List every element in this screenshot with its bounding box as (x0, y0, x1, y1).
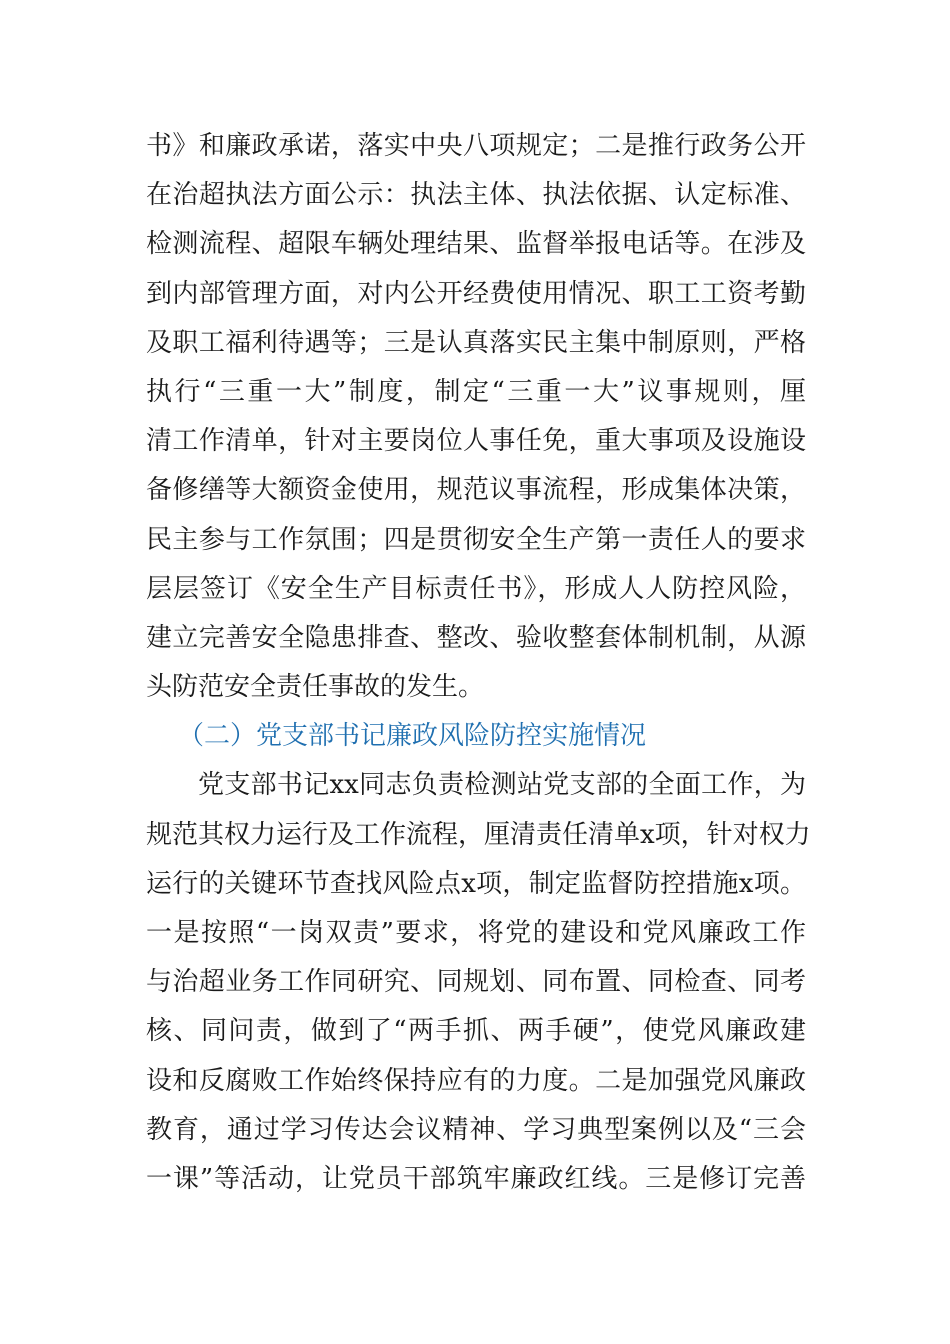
text-line: 建立完善安全隐患排查、整改、验收整套体制机制，从源 (146, 622, 806, 653)
text-line: 一课”等活动，让党员干部筑牢廉政红线。三是修订完善 (146, 1163, 806, 1194)
text-line: 设和反腐败工作始终保持应有的力度。二是加强党风廉政 (146, 1065, 806, 1096)
text-line: 清工作清单，针对主要岗位人事任免，重大事项及设施设 (146, 426, 806, 457)
text-line: 层层签订《安全生产目标责任书》，形成人人防控风险， (146, 573, 806, 604)
text-line: 教育，通过学习传达会议精神、学习典型案例以及“三会 (146, 1114, 806, 1145)
text-line: 到内部管理方面，对内公开经费使用情况、职工工资考勤 (146, 278, 806, 309)
text-line: 及职工福利待遇等；三是认真落实民主集中制原则，严格 (146, 327, 806, 358)
text-line: 检测流程、超限车辆处理结果、监督举报电话等。在涉及 (146, 229, 806, 260)
text-line: 在治超执法方面公示：执法主体、执法依据、认定标准、 (146, 180, 806, 211)
text-line: 备修缮等大额资金使用，规范议事流程，形成集体决策， (146, 475, 806, 506)
text-line: 运行的关键环节查找风险点x项，制定监督防控措施x项。 (146, 868, 806, 899)
text-line: 一是按照“一岗双责”要求，将党的建设和党风廉政工作 (146, 918, 806, 948)
text-line: 与治超业务工作同研究、同规划、同布置、同检查、同考 (146, 967, 806, 998)
section-heading: （二）党支部书记廉政风险防控实施情况 (178, 721, 647, 752)
text-line: 头防范安全责任事故的发生。 (146, 672, 485, 703)
text-line: 书》和廉政承诺，落实中央八项规定；二是推行政务公开 (146, 131, 806, 161)
text-line: 核、同问责，做到了“两手抓、两手硬”，使党风廉政建 (146, 1016, 806, 1047)
text-line: 民主参与工作氛围；四是贯彻安全生产第一责任人的要求 (146, 524, 806, 555)
text-line: 规范其权力运行及工作流程，厘清责任清单x项，针对权力 (146, 819, 811, 850)
document-body (146, 122, 811, 1204)
text-line: 党支部书记xx同志负责检测站党支部的全面工作，为 (198, 770, 806, 801)
text-line: 执行“三重一大”制度，制定“三重一大”议事规则，厘 (146, 376, 806, 407)
